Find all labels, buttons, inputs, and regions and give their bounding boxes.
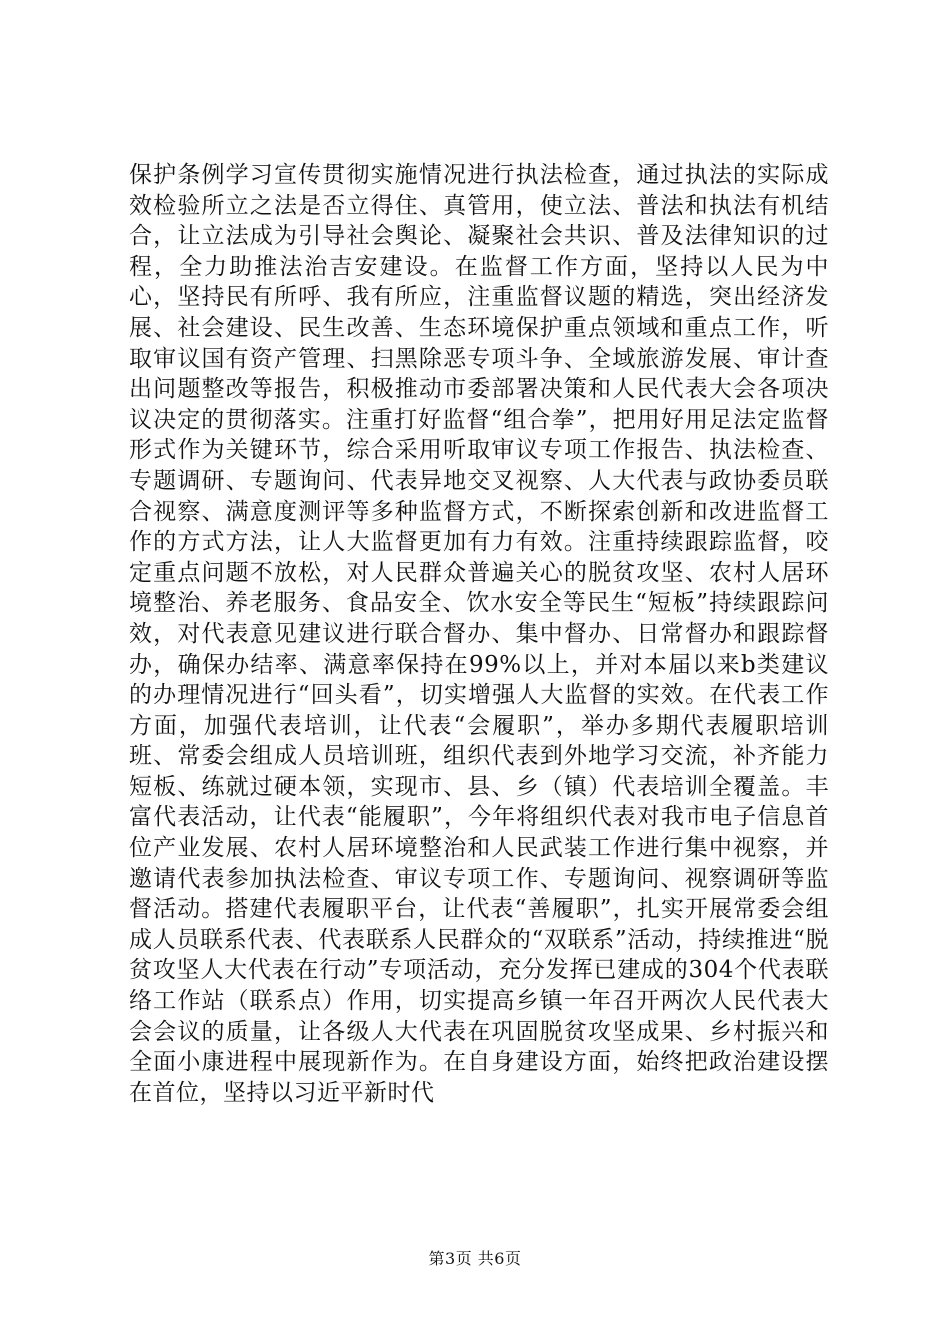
page-number-footer: 第3页 共6页 [428,1249,522,1268]
body-paragraph: 保护条例学习宣传贯彻实施情况进行执法检查，通过执法的实际成效检验所立之法是否立得住、真管用，使立法、普法和执法有机结合，让立法成为引导社会舆论、凝聚社会共识、普及法律知识的过程，全力助推法治吉安建设。在监督工作方面，坚持以人民为中心，坚持民有所呼、我有所应，注重监督议题的精选，突出经济发展、社会建设、民生改善、生态环境保护重点领域和重点工作，听取审议国有资产管理、扫黑除恶专项斗争、全域旅游发展、审计查出问题整改等报告，积极推动市委部署决策和人民代表大会各项决议决定的贯彻落实。注重打好监督“组合拳”，把用好用足法定监督形式作为关键环节，综合采用听取审议专项工作报告、执法检查、专题调研、专题询问、代表异地交叉视察、人大代表与政协委员联合视察、满意度测评等多种监督方式，不断探索创新和改进监督工作的方式方法，让人大监督更加有力有效。注重持续跟踪监督，咬定重点问题不放松，对人民群众普遍关心的脱贫攻坚、农村人居环境整治、养老服务、食品安全、饮水安全等民生“短板”持续跟踪问效，对代表意见建议进行联合督办、集中督办、日常督办和跟踪督办，确保办结率、满意率保持在99%以上，并对本届以来b类建议的办理情况进行“回头看”，切实增强人大监督的实效。在代表工作方面，加强代表培训，让代表“会履职”，举办多期代表履职培训班、常委会组成人员培训班，组织代表到外地学习交流，补齐能力短板、练就过硬本领，实现市、县、乡（镇）代表培训全覆盖。丰富代表活动，让代表“能履职”，今年将组织代表对我市电子信息首位产业发展、农村人居环境整治和人民武装工作进行集中视察，并邀请代表参加执法检查、审议专项工作、专题询问、视察调研等监督活动。搭建代表履职平台，让代表“善履职”，扎实开展常委会组成人员联系代表、代表联系人民群众的“双联系”活动，持续推进“脱贫攻坚人大代表在行动”专项活动，充分发挥已建成的304个代表联络工作站（联系点）作用，切实提高乡镇一年召开两次人民代表大会会议的质量，让各级人大代表在巩固脱贫攻坚成果、乡村振兴和全面小康进程中展现新作为。在自身建设方面，始终把政治建设摆在首位，坚持以习近平新时代 [129,162,829,1106]
